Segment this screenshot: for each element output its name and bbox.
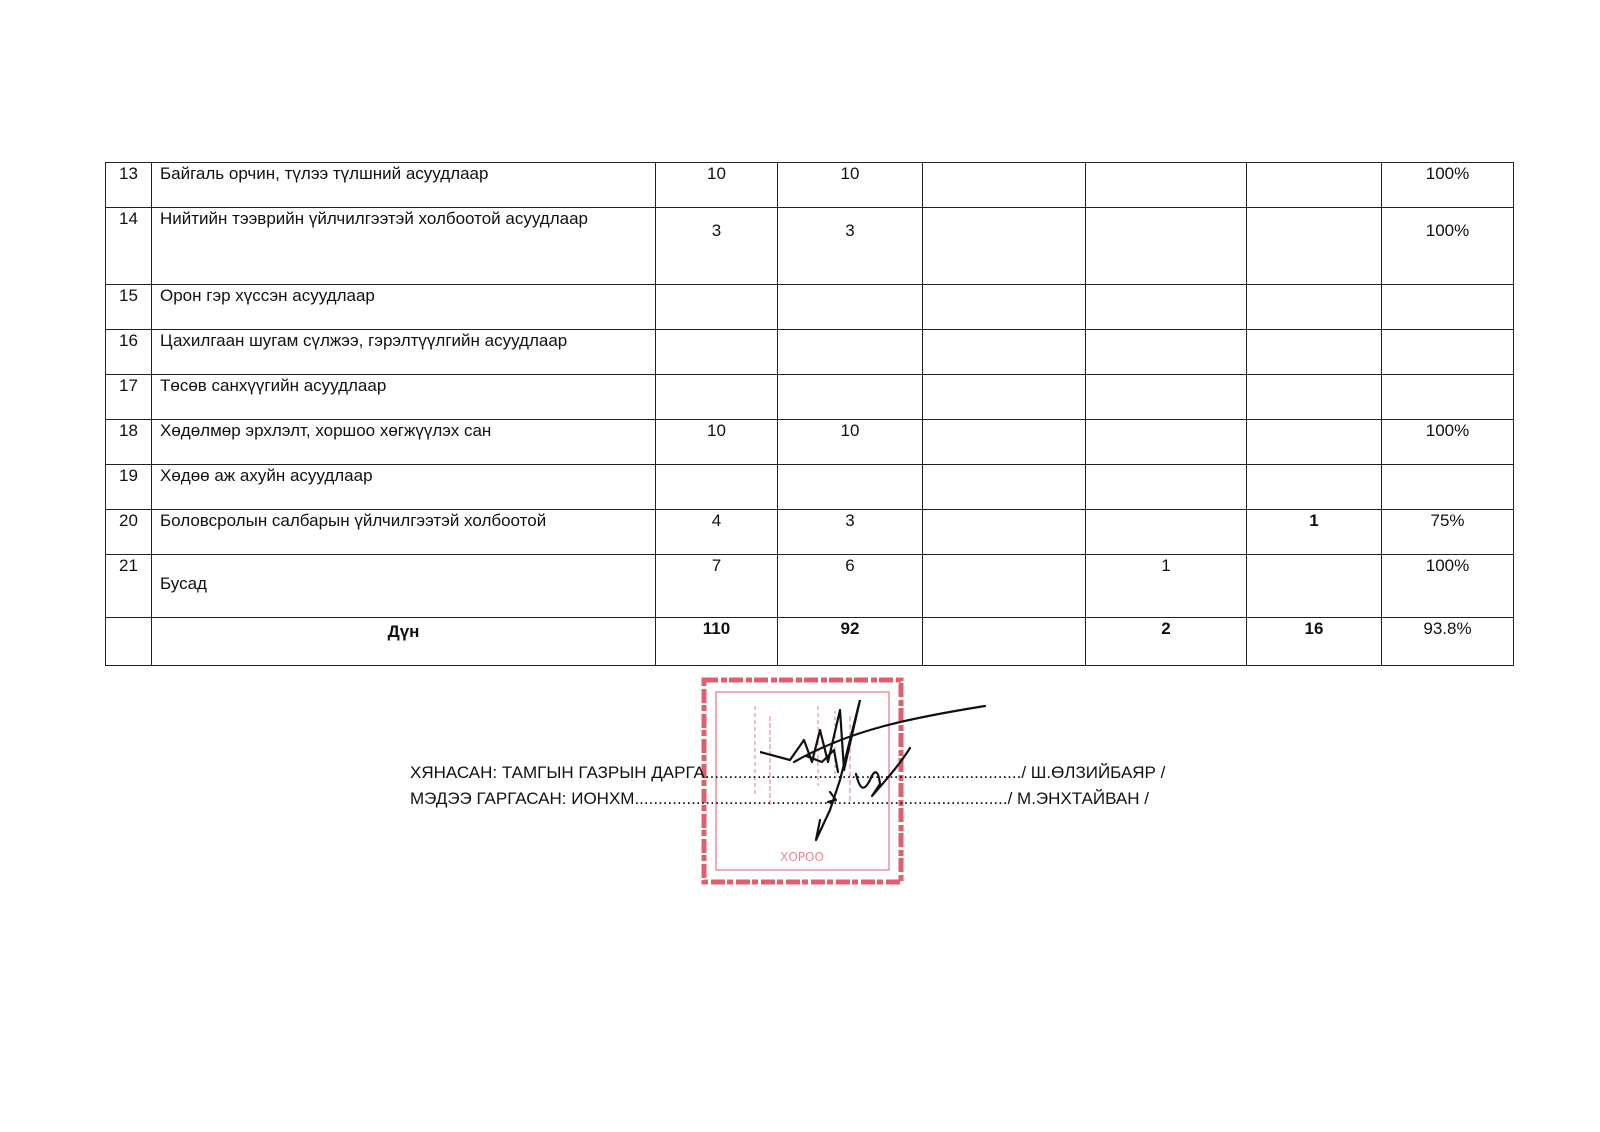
row-percent (1382, 375, 1514, 420)
author-role: МЭДЭЭ ГАРГАСАН: ИОНХМ (410, 789, 635, 808)
total-value: 92 (778, 618, 923, 666)
row-value: 1 (1247, 510, 1382, 555)
total-number-cell (106, 618, 152, 666)
row-value: 10 (778, 420, 923, 465)
table-row (106, 420, 1514, 465)
row-value (656, 465, 778, 510)
row-value: 4 (656, 510, 778, 555)
table-row (106, 510, 1514, 555)
row-value (778, 330, 923, 375)
row-value (1247, 163, 1382, 208)
row-number: 14 (106, 208, 152, 285)
row-topic: Бусад (152, 555, 656, 618)
row-value (923, 285, 1086, 330)
row-value (923, 465, 1086, 510)
row-value (1247, 285, 1382, 330)
row-value (1086, 375, 1247, 420)
author-name: / М.ЭНХТАЙВАН / (1007, 789, 1149, 808)
row-number: 15 (106, 285, 152, 330)
total-value: 2 (1086, 618, 1247, 666)
table-row (106, 330, 1514, 375)
table-row (106, 555, 1514, 618)
row-percent: 100% (1382, 555, 1514, 618)
row-number: 21 (106, 555, 152, 618)
row-topic: Цахилгаан шугам сүлжээ, гэрэлтүүлгийн асуудлаар (152, 330, 656, 375)
row-value (923, 555, 1086, 618)
row-value: 10 (656, 420, 778, 465)
row-value (923, 375, 1086, 420)
row-value (1247, 330, 1382, 375)
table-row (106, 163, 1514, 208)
row-number: 16 (106, 330, 152, 375)
row-value (923, 420, 1086, 465)
signature-dots: ................................................................... (704, 763, 1022, 782)
row-value (1247, 375, 1382, 420)
svg-text:ХОРОО: ХОРОО (780, 850, 824, 864)
row-value: 3 (778, 208, 923, 285)
row-percent: 75% (1382, 510, 1514, 555)
row-value (923, 510, 1086, 555)
table-row (106, 375, 1514, 420)
row-number: 17 (106, 375, 152, 420)
row-topic: Орон гэр хүссэн асуудлаар (152, 285, 656, 330)
row-topic: Боловсролын салбарын үйлчилгээтэй холбоотой (152, 510, 656, 555)
row-number: 20 (106, 510, 152, 555)
row-value: 3 (656, 208, 778, 285)
row-value (1247, 555, 1382, 618)
row-number: 13 (106, 163, 152, 208)
row-value (1247, 208, 1382, 285)
row-value (1086, 465, 1247, 510)
row-percent: 100% (1382, 208, 1514, 285)
row-value (656, 330, 778, 375)
row-percent (1382, 285, 1514, 330)
row-value (1247, 465, 1382, 510)
row-value: 10 (656, 163, 778, 208)
row-number: 19 (106, 465, 152, 510)
row-value (1247, 420, 1382, 465)
table-row (106, 465, 1514, 510)
row-value (778, 375, 923, 420)
row-value (923, 208, 1086, 285)
row-value (1086, 163, 1247, 208)
row-value (778, 285, 923, 330)
total-value: 110 (656, 618, 778, 666)
signature-line-author (410, 786, 1165, 812)
row-value: 7 (656, 555, 778, 618)
total-percent: 93.8% (1382, 618, 1514, 666)
total-value (923, 618, 1086, 666)
total-value: 16 (1247, 618, 1382, 666)
row-percent: 100% (1382, 163, 1514, 208)
row-topic: Төсөв санхүүгийн асуудлаар (152, 375, 656, 420)
row-percent (1382, 465, 1514, 510)
row-topic: Нийтийн тээврийн үйлчилгээтэй холбоотой асуудлаар (152, 208, 656, 285)
row-percent: 100% (1382, 420, 1514, 465)
row-topic: Хөдөлмөр эрхлэлт, хоршоо хөгжүүлэх сан (152, 420, 656, 465)
row-value (1086, 510, 1247, 555)
row-percent (1382, 330, 1514, 375)
row-value (1086, 208, 1247, 285)
row-topic: Байгаль орчин, түлээ түлшний асуудлаар (152, 163, 656, 208)
report-table (105, 162, 1514, 666)
signature-block (410, 760, 1165, 812)
total-label: Дүн (152, 618, 656, 666)
signature-line-reviewer (410, 760, 1165, 786)
total-row (106, 618, 1514, 666)
row-value: 6 (778, 555, 923, 618)
row-topic: Хөдөө аж ахуйн асуудлаар (152, 465, 656, 510)
row-number: 18 (106, 420, 152, 465)
row-value: 10 (778, 163, 923, 208)
row-value (656, 285, 778, 330)
signature-dots: ............................................................................... (634, 789, 1008, 808)
row-value (1086, 330, 1247, 375)
row-value: 1 (1086, 555, 1247, 618)
table-row (106, 208, 1514, 285)
row-value (923, 330, 1086, 375)
row-value (778, 465, 923, 510)
row-value (1086, 420, 1247, 465)
row-value (1086, 285, 1247, 330)
row-value: 3 (778, 510, 923, 555)
reviewer-name: / Ш.ӨЛЗИЙБАЯР / (1021, 763, 1166, 782)
table-row (106, 285, 1514, 330)
row-value (656, 375, 778, 420)
reviewer-role: ХЯНАСАН: ТАМГЫН ГАЗРЫН ДАРГА (410, 763, 705, 782)
row-value (923, 163, 1086, 208)
